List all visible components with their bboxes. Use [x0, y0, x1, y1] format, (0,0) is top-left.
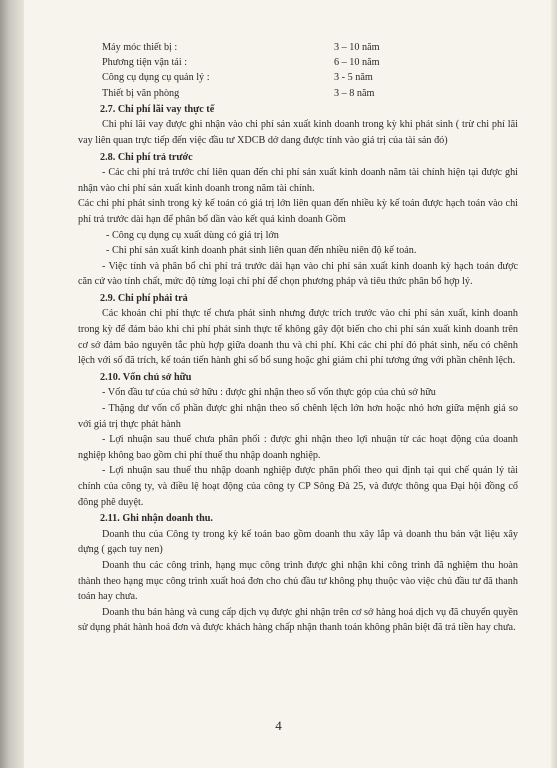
section-heading: 2.7. Chi phí lãi vay thực tế — [100, 103, 215, 115]
depreciation-row — [78, 55, 518, 70]
asset-name: Phương tiện vận tải : — [102, 57, 188, 69]
page-content — [78, 40, 518, 636]
paragraph: Doanh thu bán hàng và cung cấp dịch vụ được ghi nhận trên cơ sở hàng hoá dịch vụ đã chuyển quyền sử dụng phát hành hoá đơn và được khách hàng chấp nhận thanh toán không phân biệt đã trả tiền hay chưa. — [78, 606, 518, 634]
binding-shadow — [0, 0, 24, 768]
bullet-item: - Lợi nhuận sau thuế thu nhập doanh nghiệp được phân phối theo qui định tại qui chế quản lý tài chính của công ty, và điều lệ hoạt động của công ty CP Sông Đà 25, và được thông qua Đại hội đồng cổ đông phê duyệt. — [78, 465, 518, 508]
paragraph: Doanh thu của Công ty trong kỳ kế toán bao gồm doanh thu xây lắp và doanh thu bán vật liệu xây dựng ( gạch tuy nen) — [78, 528, 518, 556]
asset-years: 3 – 10 năm — [334, 42, 380, 53]
depreciation-row — [78, 40, 518, 55]
page-number: 4 — [275, 718, 282, 733]
asset-years: 6 – 10 năm — [334, 57, 380, 69]
paragraph: Doanh thu các công trình, hạng mục công trình được ghi nhận khi công trình đã nghiệm thu hoàn thành theo hạng mục công trình xuất hoá đơn cho chủ đầu tư không phụ thuộc vào việc chủ đầu tư đã thanh toán hay chưa. — [78, 559, 518, 603]
paragraph: Các chi phí phát sinh trong kỳ kế toán có giá trị lớn liên quan đến nhiều kỳ kế toán được hạch toán vào chi phí trả trước dài hạn để phân bổ dần vào kết quả kinh doanh Gồm — [78, 198, 518, 225]
depreciation-row — [78, 70, 518, 85]
paragraph: Chi phí lãi vay được ghi nhận vào chi phí sản xuất kinh doanh trong kỳ khi phát sinh ( trừ chi phí lãi vay liên quan trực tiếp đến việc đầu tư XDCB dở dang được tính vào giá trị của tài sản đó) — [78, 119, 518, 146]
asset-name: Công cụ dụng cụ quản lý : — [102, 72, 210, 84]
page-edge — [551, 0, 557, 768]
paragraph: - Các chi phí trả trước chỉ liên quan đến chi phí sản xuất kinh doanh năm tài chính hiện tại được ghi nhận vào chi phí sản xuất kinh doanh trong năm tài chính. — [78, 167, 518, 194]
section-heading: 2.11. Ghi nhận doanh thu. — [100, 513, 213, 525]
section-heading: 2.9. Chi phí phải trả — [100, 292, 188, 304]
bullet-item: - Chi phí sản xuất kinh doanh phát sinh liên quan đến nhiều niên độ kế toán. — [106, 245, 417, 257]
section-heading: 2.10. Vốn chủ sở hữu — [100, 371, 192, 383]
bullet-item: - Lợi nhuận sau thuế chưa phân phối : được ghi nhận theo lợi nhuận từ các hoạt động của doanh nghiệp không bao gồm chi phí thuế thu nhập doanh nghiệp. — [78, 434, 518, 461]
section-heading: 2.8. Chi phí trả trước — [100, 151, 193, 163]
asset-years: 3 - 5 năm — [334, 72, 373, 84]
asset-name: Máy móc thiết bị : — [102, 42, 178, 53]
depreciation-row — [78, 86, 518, 101]
bullet-item: - Thặng dư vốn cổ phần được ghi nhận theo số chênh lệch lớn hơn hoặc nhỏ hơn giữa mệnh giá so với giá trị thực phát hành — [78, 403, 518, 430]
asset-years: 3 – 8 năm — [334, 87, 375, 99]
bullet-item: - Công cụ dụng cụ xuất dùng có giá trị lớn — [106, 229, 279, 241]
paragraph: - Việc tính và phân bổ chi phí trả trước dài hạn vào chi phí sản xuất kinh doanh kỳ hạch toán được căn cứ vào tính chất, mức độ từng loại chi phí để chọn phương pháp và tiêu thức phân bổ hợp lý. — [78, 260, 518, 288]
bullet-item: - Vốn đầu tư của chủ sở hữu : được ghi nhận theo số vốn thực góp của chủ sở hữu — [102, 387, 436, 399]
asset-name: Thiết bị văn phòng — [102, 87, 180, 99]
paragraph: Các khoản chi phí thực tế chưa phát sinh nhưng được trích trước vào chi phí sản xuất, kinh doanh trong kỳ để đảm bảo khi chi phí phát sinh thực tế không gây đột biến cho chi phí sản xuất kinh doanh trên cơ sở đảm bảo nguyên tắc phù hợp giữa doanh thu và chi phí. Khi các chi phí đó phát sinh, nếu có chênh lệch với số đã trích, kế toán tiến hành ghi sổ bổ sung hoặc ghi giảm chi phí tương ứng với phần chênh lệch. — [78, 308, 518, 367]
